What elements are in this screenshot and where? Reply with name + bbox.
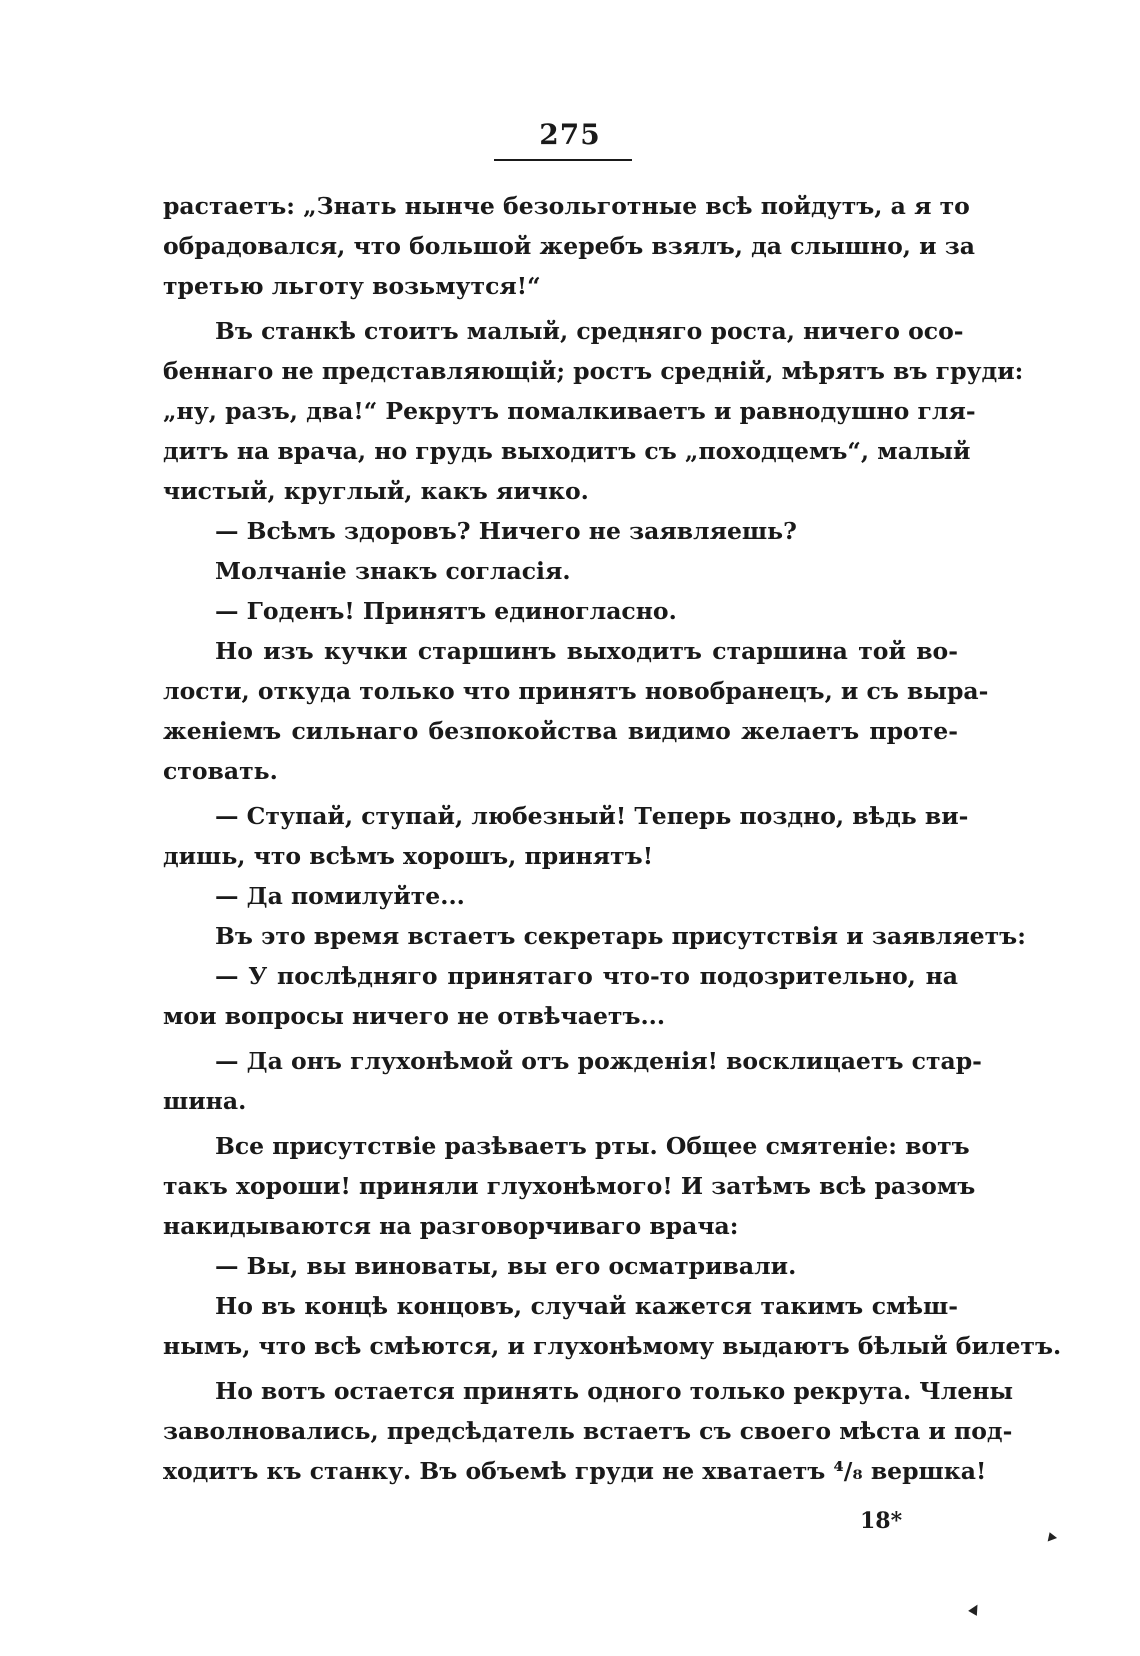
text-line: растаетъ: „Знать нынче безольготные всѣ пойдутъ, а я то bbox=[163, 192, 970, 220]
text-line: дитъ на врача, но грудь выходитъ съ „походцемъ“, малый bbox=[163, 437, 971, 465]
scan-speck bbox=[968, 1602, 982, 1616]
body-text bbox=[163, 186, 1062, 1491]
text-line: — Да онъ глухонѣмой отъ рожденія! восклицаетъ стар- bbox=[215, 1047, 982, 1075]
text-line: — Да помилуйте... bbox=[215, 882, 465, 910]
text-line: Но вотъ остается принять одного только рекрута. Члены bbox=[215, 1377, 1014, 1405]
signature-mark: 18* bbox=[860, 1508, 903, 1534]
text-line: такъ хороши! приняли глухонѣмого! И затѣмъ всѣ разомъ bbox=[163, 1172, 976, 1200]
text-line: мои вопросы ничего не отвѣчаетъ... bbox=[163, 1002, 666, 1030]
text-line: Въ станкѣ стоитъ малый, средняго роста, ничего осо- bbox=[215, 317, 964, 345]
text-line: шина. bbox=[163, 1087, 247, 1115]
text-line: беннаго не представляющій; ростъ среднiй, мѣрятъ въ груди: bbox=[163, 357, 1024, 385]
scan-speck bbox=[1045, 1531, 1057, 1542]
text-line: — У послѣдняго принятаго что-то подозрительно, на bbox=[215, 962, 958, 990]
text-line: Все присутствіе разѣваетъ рты. Общее смятеніе: вотъ bbox=[215, 1132, 970, 1160]
text-line: чистый, круглый, какъ яичко. bbox=[163, 477, 589, 505]
text-line: Но изъ кучки старшинъ выходитъ старшина той во- bbox=[215, 637, 958, 665]
page-number: 275 bbox=[539, 118, 601, 151]
text-line: — Ступай, ступай, любезный! Теперь поздно, вѣдь ви- bbox=[215, 802, 969, 830]
text-line: — Вы, вы виноваты, вы его осматривали. bbox=[215, 1252, 797, 1280]
text-line: стовать. bbox=[163, 757, 278, 785]
text-line: Но въ концѣ концовъ, случай кажется такимъ смѣш- bbox=[215, 1292, 958, 1320]
text-line: Молчаніе знакъ согласія. bbox=[215, 557, 571, 585]
text-line: накидываются на разговорчиваго врача: bbox=[163, 1212, 739, 1240]
text-line: „ну, разъ, два!“ Рекрутъ помалкиваетъ и равнодушно гля- bbox=[163, 397, 976, 425]
text-line: нымъ, что всѣ смѣются, и глухонѣмому выдаютъ бѣлый билетъ. bbox=[163, 1332, 1062, 1360]
header-rule bbox=[494, 159, 632, 161]
text-line: лости, откуда только что принятъ новобранецъ, и съ выра- bbox=[163, 677, 989, 705]
text-line: Въ это время встаетъ секретарь присутствія и заявляетъ: bbox=[215, 922, 1026, 950]
text-line: ходитъ къ станку. Въ объемѣ груди не хватаетъ ⁴/₈ вершка! bbox=[163, 1457, 987, 1485]
text-line: — Всѣмъ здоровъ? Ничего не заявляешь? bbox=[215, 517, 797, 545]
text-line: — Годенъ! Принятъ единогласно. bbox=[215, 597, 677, 625]
text-line: заволновались, предсѣдатель встаетъ съ своего мѣста и под- bbox=[163, 1417, 1013, 1445]
text-line: обрадовался, что большой жеребъ взялъ, да слышно, и за bbox=[163, 232, 975, 260]
text-line: третью льготу возьмутся!“ bbox=[163, 272, 541, 300]
text-line: женіемъ сильнаго безпокойства видимо желаетъ проте- bbox=[163, 717, 958, 745]
text-line: дишь, что всѣмъ хорошъ, принятъ! bbox=[163, 842, 654, 870]
